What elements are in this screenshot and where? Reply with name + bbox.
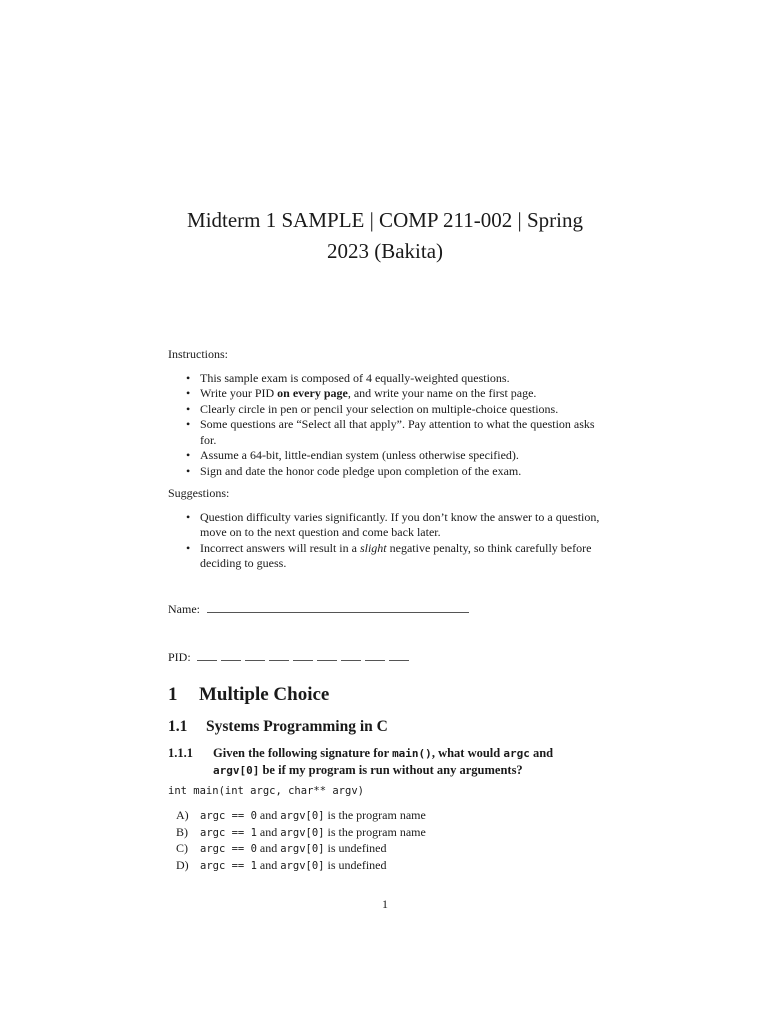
- instruction-text: Assume a 64-bit, little-endian system (unless otherwise specified).: [200, 448, 519, 462]
- instruction-text: Some questions are “Select all that apply”. Pay attention to what the question asks for.: [200, 417, 595, 447]
- suggestions-list: [168, 510, 608, 572]
- name-label: Name:: [168, 602, 200, 616]
- instruction-item: [168, 464, 608, 480]
- suggestion-text: negative penalty, so think carefully before deciding to guess.: [200, 540, 592, 570]
- choice-letter: C): [176, 841, 188, 855]
- suggestion-italic-text: slight: [359, 540, 387, 555]
- pid-blank-digit: [269, 650, 289, 661]
- choice-text: is the program name: [324, 824, 426, 839]
- question-code-part: main(): [392, 747, 432, 760]
- suggestions-label: Suggestions:: [168, 486, 230, 500]
- choice-code: argv[0]: [280, 843, 325, 855]
- section-number: 1: [168, 684, 178, 705]
- suggestions-block: [168, 486, 608, 572]
- code-signature: int main(int argc, char** argv): [168, 785, 364, 797]
- instruction-item: [168, 402, 608, 418]
- pid-blank-digit: [245, 650, 265, 661]
- choice-letter: A): [176, 808, 189, 822]
- instruction-text: Write your PID: [200, 386, 278, 400]
- choice-text: and: [256, 841, 281, 855]
- instruction-text: Sign and date the honor code pledge upon completion of the exam.: [200, 463, 522, 478]
- question-code-part: argc: [503, 747, 530, 760]
- choice-text: and: [256, 808, 281, 822]
- choice-code: argv[0]: [280, 810, 325, 822]
- choice-text: is the program name: [324, 808, 426, 822]
- choice-code: argc == 1: [200, 826, 257, 839]
- pid-blanks: [197, 650, 413, 664]
- title-line-1: Midterm 1 SAMPLE | COMP 211-002 | Spring: [187, 208, 583, 232]
- question-heading: [168, 745, 608, 779]
- suggestion-item: [168, 541, 608, 572]
- section-title: Multiple Choice: [199, 684, 330, 705]
- choice-code: argv[0]: [280, 826, 325, 839]
- choice-d[interactable]: [176, 858, 426, 875]
- question-text-part: and: [529, 746, 554, 760]
- pid-blank-digit: [341, 650, 361, 661]
- instruction-text: Clearly circle in pen or pencil your selection on multiple-choice questions.: [200, 401, 559, 416]
- instructions-block: [168, 347, 608, 479]
- choice-a[interactable]: [176, 808, 426, 825]
- suggestion-text: Question difficulty varies significantly. If you don’t know the answer to a question, move on to the next question and come back later.: [200, 509, 600, 539]
- choice-text: and: [256, 824, 281, 839]
- question-number: 1.1.1: [168, 746, 193, 760]
- choice-code: argc == 0: [200, 843, 257, 855]
- instructions-list: [168, 371, 608, 480]
- suggestion-text: Incorrect answers will result in a: [200, 540, 360, 555]
- answer-choices: [176, 808, 426, 874]
- choice-b[interactable]: [176, 825, 426, 842]
- name-blank-line: [207, 602, 469, 613]
- pid-blank-digit: [197, 650, 217, 661]
- instruction-item: [168, 386, 608, 402]
- subsection-heading: [168, 718, 388, 736]
- pid-blank-digit: [365, 650, 385, 661]
- pid-blank-digit: [221, 650, 241, 661]
- choice-text: is undefined: [324, 857, 387, 872]
- question-text-part: Given the following signature for: [213, 746, 393, 760]
- pid-blank-digit: [389, 650, 409, 661]
- exam-title: [170, 205, 600, 267]
- choice-code: argc == 0: [200, 810, 257, 822]
- name-field: [168, 602, 608, 618]
- choice-c[interactable]: [176, 841, 426, 858]
- page-number: 1: [382, 897, 388, 911]
- suggestion-item: [168, 510, 608, 541]
- choice-text: and: [256, 857, 281, 872]
- choice-text: is undefined: [324, 841, 387, 855]
- instruction-item: [168, 417, 608, 448]
- instruction-item: [168, 371, 608, 387]
- pid-blank-digit: [317, 650, 337, 661]
- question-text-part: be if my program is run without any arguments?: [259, 763, 523, 777]
- instruction-text: , and write your name on the first page.: [347, 386, 537, 400]
- choice-code: argv[0]: [280, 859, 325, 872]
- subsection-number: 1.1: [168, 718, 188, 735]
- pid-field: [168, 650, 608, 666]
- instructions-label: Instructions:: [168, 347, 228, 361]
- pid-label: PID:: [168, 650, 191, 664]
- choice-letter: B): [176, 824, 188, 839]
- pid-blank-digit: [293, 650, 313, 661]
- choice-letter: D): [176, 857, 189, 872]
- question-code-part: argv[0]: [213, 764, 260, 777]
- title-line-2: 2023 (Bakita): [326, 239, 444, 263]
- choice-code: argc == 1: [200, 859, 257, 872]
- instruction-item: [168, 448, 608, 464]
- question-text: [213, 745, 608, 779]
- instruction-bold-text: on every page: [277, 386, 348, 400]
- subsection-title: Systems Programming in C: [206, 718, 388, 735]
- instruction-text: This sample exam is composed of 4 equally-weighted questions.: [200, 370, 510, 385]
- section-heading: [168, 684, 329, 706]
- question-text-part: , what would: [431, 746, 504, 760]
